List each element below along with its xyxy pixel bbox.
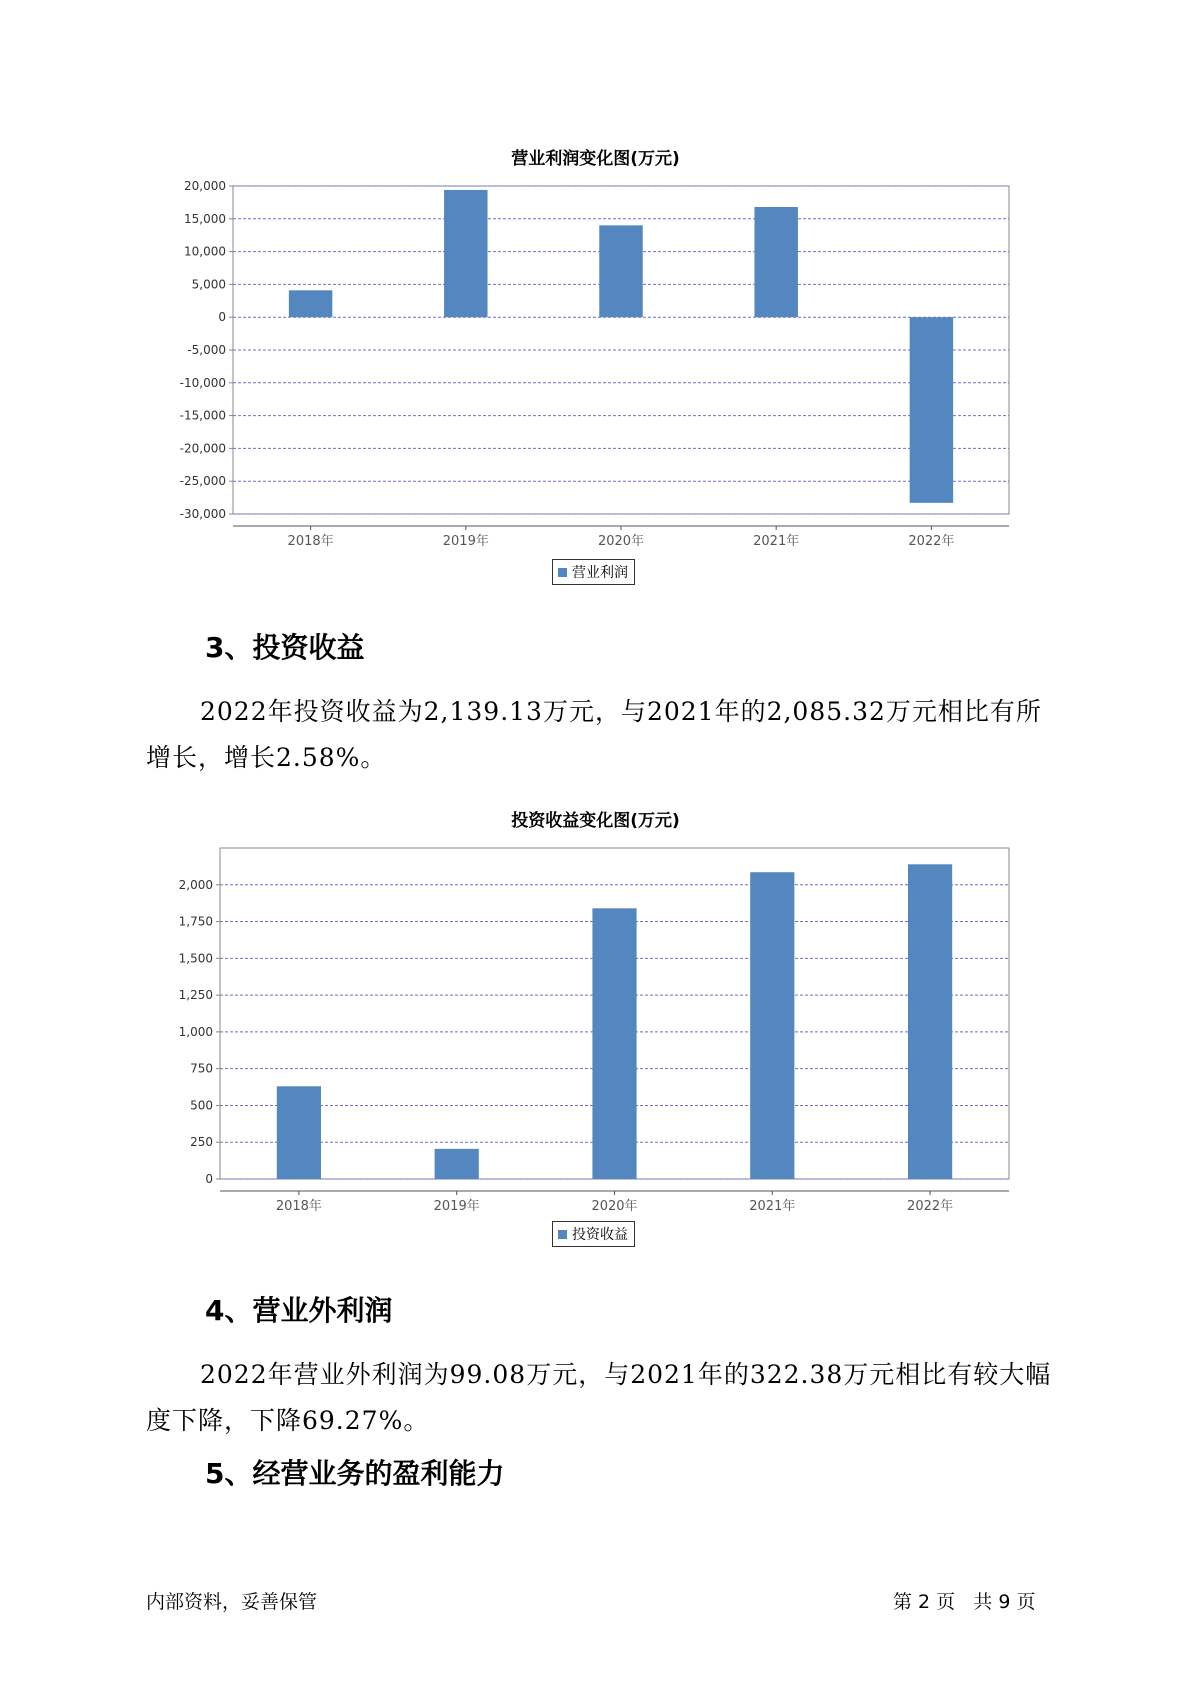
chart1-ytick-label: -15,000 [179,408,226,423]
chart2-xtick-label: 2019年 [433,1199,480,1214]
chart2-title: 投资收益变化图(万元) [511,811,680,831]
chart1-legend-swatch [558,568,567,577]
chart1-xtick-label: 2021年 [753,534,800,549]
chart2-ytick-label: 250 [190,1135,213,1150]
chart2-legend [552,1221,635,1247]
chart1-ytick-label: 10,000 [184,244,226,259]
chart2-ytick-label: 750 [190,1061,213,1076]
chart1-xtick-label: 2018年 [287,534,334,549]
chart2-legend-swatch [558,1230,567,1239]
chart1-title: 营业利润变化图(万元) [511,149,680,169]
section4-text-line2: 度下降，下降69.27%。 [146,1406,430,1435]
chart2-bar-2019年 [435,1149,479,1179]
chart2-legend-label: 投资收益 [572,1227,628,1243]
chart1-legend-label: 营业利润 [572,565,628,581]
section4-text-line1: 2022年营业外利润为99.08万元，与2021年的322.38万元相比有较大幅 [200,1360,1052,1389]
chart2-ytick-label: 1,750 [178,914,213,929]
chart2-ytick-label: 1,500 [178,951,213,966]
chart2-ytick-label: 2,000 [178,877,213,892]
footer-page-number: 第 2 页 共 9 页 [893,1591,1036,1613]
chart1-ytick-label: -5,000 [187,343,226,357]
chart1-ytick-label: 0 [218,310,226,325]
chart1-ytick-label: -10,000 [179,375,226,390]
chart1-legend [552,559,635,585]
chart1-xtick-label: 2022年 [908,534,955,549]
chart1-ytick-label: 20,000 [184,179,226,193]
chart1-bar-2021年 [754,207,797,317]
chart2-bar-2022年 [908,864,952,1179]
section3-text-line1: 2022年投资收益为2,139.13万元，与2021年的2,085.32万元相比有所 [200,697,1042,726]
chart2-ytick-label: 500 [190,1098,213,1113]
chart2-xtick-label: 2021年 [749,1199,796,1214]
chart1-ytick-label: -25,000 [179,474,226,489]
chart1-bar-2022年 [910,317,953,503]
chart1-ytick-label: 5,000 [191,277,226,292]
section4-heading: 4、营业外利润 [205,1294,393,1327]
chart2-bar-2018年 [277,1086,321,1179]
section3-text-line2: 增长，增长2.58%。 [146,743,387,772]
footer-confidential: 内部资料，妥善保管 [146,1591,318,1613]
chart1-ytick-label: -30,000 [179,507,226,521]
chart2-ytick-label: 0 [205,1172,213,1186]
chart2-xtick-label: 2020年 [591,1199,638,1214]
section3-heading: 3、投资收益 [205,631,365,664]
chart2-xtick-label: 2018年 [275,1199,322,1214]
chart2-bar-2020年 [592,908,636,1179]
chart2-ytick-label: 1,250 [178,988,213,1003]
chart1-xtick-label: 2019年 [442,534,489,549]
chart2-bar-2021年 [750,872,794,1179]
chart1-ytick-label: 15,000 [184,211,226,226]
chart1-bar-2018年 [289,290,332,317]
chart1-xtick-label: 2020年 [597,534,645,549]
chart2-plot-frame [220,848,1009,1179]
chart1-bar-2020年 [599,225,642,317]
section5-heading: 5、经营业务的盈利能力 [205,1457,505,1490]
chart1-plot-frame [233,186,1009,514]
chart2-xtick-label: 2022年 [907,1199,954,1214]
chart1-bar-2019年 [444,190,487,317]
chart2-ytick-label: 1,000 [178,1024,213,1039]
chart1-ytick-label: -20,000 [179,441,226,456]
